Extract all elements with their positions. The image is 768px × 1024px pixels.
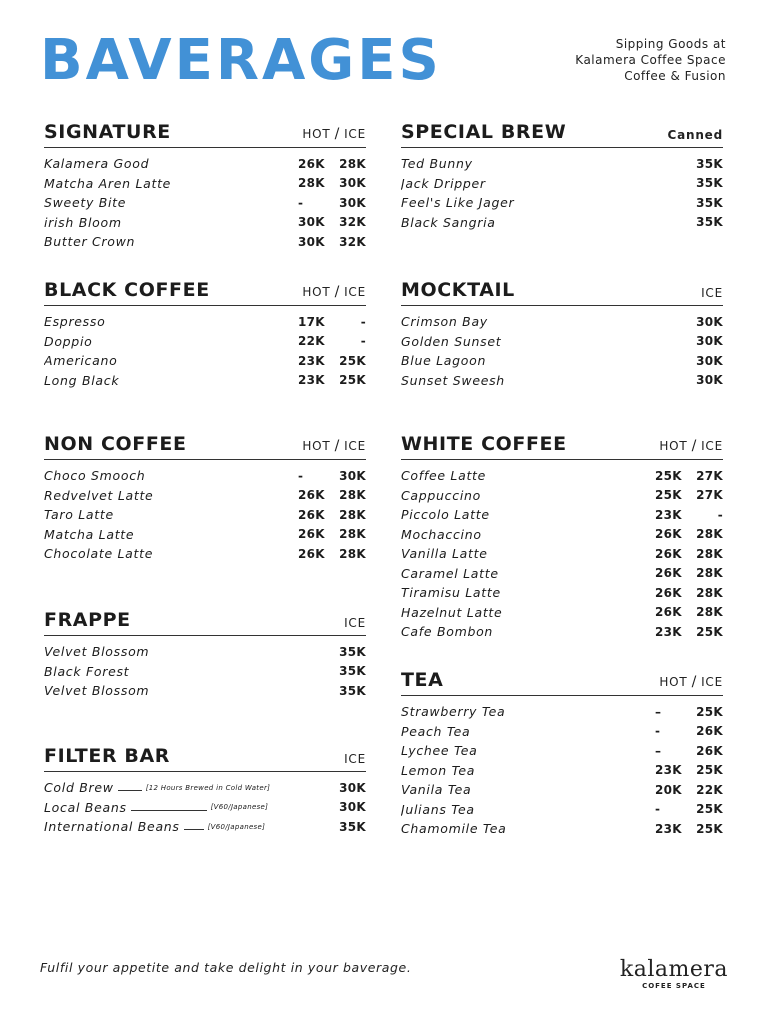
menu-item (401, 312, 723, 332)
section-header (44, 277, 366, 306)
tagline-line: Coffee & Fusion (624, 69, 726, 83)
footer-slogan: Fulfil your appetite and take delight in your baverage. (40, 960, 412, 975)
item-name: Vanila Tea (401, 782, 472, 798)
menu-item (401, 603, 723, 623)
column-labels (659, 674, 723, 691)
item-name: Butter Crown (44, 234, 136, 250)
ice-price: 25K (696, 704, 723, 719)
section-black-coffee (44, 277, 366, 390)
ice-price: 30K (339, 780, 366, 795)
ice-label: ICE (344, 127, 366, 141)
label-separator: / (334, 126, 341, 142)
section-white-coffee (401, 431, 723, 642)
menu-item (44, 642, 366, 662)
menu-item (401, 819, 723, 839)
item-list (401, 312, 723, 390)
hot-price: 17K (298, 314, 325, 329)
menu-item (44, 371, 366, 391)
section-title: MOCKTAIL (401, 279, 515, 301)
hot-label: HOT (659, 439, 688, 453)
ice-price: 32K (339, 215, 366, 230)
hot-price: - (298, 195, 304, 210)
hot-price: – (655, 743, 662, 758)
item-name-with-note (44, 819, 296, 834)
ice-price: 27K (696, 468, 723, 483)
hot-price: - (655, 802, 661, 817)
ice-price: 35K (339, 644, 366, 659)
menu-item (401, 213, 723, 233)
item-name: Coffee Latte (401, 468, 487, 484)
hot-price: – (655, 704, 662, 719)
section-title: NON COFFEE (44, 433, 187, 455)
item-name: Redvelvet Latte (44, 487, 154, 503)
item-name: Julians Tea (401, 801, 475, 817)
leader-line (131, 810, 207, 811)
menu-item (44, 193, 366, 213)
column-label: Canned (667, 128, 723, 142)
hot-price: 26K (298, 488, 325, 503)
item-name-with-note (44, 780, 296, 795)
menu-item (44, 662, 366, 682)
hot-price: 26K (298, 527, 325, 542)
hot-price: - (298, 468, 304, 483)
item-name: Cappuccino (401, 487, 481, 503)
hot-label: HOT (302, 285, 331, 299)
menu-item (401, 193, 723, 213)
price: 35K (696, 176, 723, 191)
item-name: Piccolo Latte (401, 507, 490, 523)
section-title: FRAPPE (44, 609, 131, 631)
item-name: Peach Tea (401, 723, 471, 739)
menu-item (401, 702, 723, 722)
menu-item (44, 312, 366, 332)
menu-item (44, 778, 366, 798)
hot-label: HOT (302, 439, 331, 453)
item-name: Espresso (44, 314, 106, 330)
hot-price: 30K (298, 234, 325, 249)
ice-price: 35K (339, 819, 366, 834)
item-name: Ted Bunny (401, 156, 473, 172)
leader-line (184, 829, 204, 830)
ice-price: 28K (696, 546, 723, 561)
ice-price: 28K (339, 507, 366, 522)
ice-price: 32K (339, 234, 366, 249)
section-mocktail (401, 277, 723, 390)
price: 35K (696, 156, 723, 171)
item-name: Crimson Bay (401, 314, 488, 330)
item-name: Cold Brew (44, 780, 114, 796)
ice-price: 25K (339, 373, 366, 388)
item-name: Strawberry Tea (401, 704, 506, 720)
ice-price: 30K (339, 800, 366, 815)
menu-item (401, 544, 723, 564)
ice-price: 35K (339, 683, 366, 698)
section-filter-bar (44, 743, 366, 837)
ice-price: - (360, 314, 366, 329)
label-separator: / (691, 674, 698, 690)
menu-item (401, 505, 723, 525)
item-name: Velvet Blossom (44, 644, 150, 660)
item-note: [12 Hours Brewed in Cold Water] (145, 783, 271, 792)
menu-item (401, 722, 723, 742)
item-name: Chamomile Tea (401, 821, 507, 837)
item-name: Cafe Bombon (401, 624, 494, 640)
ice-price: 25K (696, 624, 723, 639)
hot-price: 26K (298, 156, 325, 171)
item-name: Doppio (44, 333, 93, 349)
menu-item (44, 486, 366, 506)
ice-label: ICE (344, 439, 366, 453)
section-special-brew (401, 119, 723, 232)
label-separator: / (691, 438, 698, 454)
section-header (401, 667, 723, 696)
section-tea (401, 667, 723, 839)
item-list (44, 642, 366, 701)
ice-label: ICE (701, 675, 723, 689)
section-signature (44, 119, 366, 252)
ice-price: 30K (696, 314, 723, 329)
ice-price: 25K (696, 763, 723, 778)
item-name: irish Bloom (44, 214, 122, 230)
item-name-with-note (44, 800, 296, 815)
ice-price: 22K (696, 782, 723, 797)
column-label: ICE (344, 752, 366, 766)
hot-price: 26K (655, 605, 682, 620)
item-name: Golden Sunset (401, 333, 502, 349)
item-name: Americano (44, 353, 118, 369)
hot-price: 22K (298, 334, 325, 349)
ice-price: 28K (339, 546, 366, 561)
hot-label: HOT (302, 127, 331, 141)
menu-item (44, 817, 366, 837)
hot-price: 30K (298, 215, 325, 230)
ice-price: 28K (339, 488, 366, 503)
ice-price: 27K (696, 488, 723, 503)
menu-item (401, 564, 723, 584)
item-list (44, 312, 366, 390)
label-separator: / (334, 438, 341, 454)
item-list (401, 154, 723, 232)
ice-price: 30K (696, 373, 723, 388)
hot-price: 20K (655, 782, 682, 797)
menu-item (401, 351, 723, 371)
menu-item (44, 681, 366, 701)
column-labels (302, 284, 366, 301)
menu-item (44, 332, 366, 352)
column-labels (302, 438, 366, 455)
item-name: International Beans (44, 819, 180, 835)
menu-item (44, 351, 366, 371)
menu-item (44, 544, 366, 564)
item-list (44, 466, 366, 564)
item-name: Kalamera Good (44, 156, 150, 172)
section-title: BLACK COFFEE (44, 279, 210, 301)
hot-price: 23K (298, 353, 325, 368)
hot-price: 23K (655, 821, 682, 836)
ice-price: 28K (696, 605, 723, 620)
ice-price: 25K (339, 353, 366, 368)
column-labels (659, 438, 723, 455)
menu-item (44, 174, 366, 194)
item-name: Feel's Like Jager (401, 195, 515, 211)
hot-price: 26K (298, 546, 325, 561)
logo-wordmark: kalamera (619, 957, 728, 982)
hot-price: 26K (298, 507, 325, 522)
menu-item (44, 525, 366, 545)
hot-price: 25K (655, 488, 682, 503)
menu-item (401, 622, 723, 642)
item-name: Jack Dripper (401, 175, 486, 191)
column-label: ICE (344, 616, 366, 630)
menu-item (401, 780, 723, 800)
item-name: Blue Lagoon (401, 353, 487, 369)
item-name: Long Black (44, 372, 120, 388)
menu-item (401, 741, 723, 761)
hot-price: - (655, 724, 661, 739)
ice-price: 26K (696, 724, 723, 739)
section-title: SIGNATURE (44, 121, 171, 143)
hot-price: 23K (298, 373, 325, 388)
column-label: ICE (701, 286, 723, 300)
section-title: FILTER BAR (44, 745, 171, 767)
menu-item (401, 174, 723, 194)
item-name: Lemon Tea (401, 762, 476, 778)
menu-item (401, 332, 723, 352)
section-non-coffee (44, 431, 366, 564)
section-header (401, 119, 723, 148)
item-name: Local Beans (44, 799, 127, 815)
hot-price: 26K (655, 585, 682, 600)
menu-item (401, 800, 723, 820)
item-name: Chocolate Latte (44, 546, 154, 562)
section-header (44, 431, 366, 460)
brand-logo (620, 958, 728, 990)
item-name: Tiramisu Latte (401, 585, 501, 601)
menu-item (401, 154, 723, 174)
section-title: SPECIAL BREW (401, 121, 567, 143)
ice-price: - (360, 334, 366, 349)
item-name: Black Sangria (401, 214, 496, 230)
menu-item (44, 798, 366, 818)
menu-item (44, 466, 366, 486)
menu-item (44, 154, 366, 174)
ice-price: 30K (339, 468, 366, 483)
ice-price: 28K (696, 566, 723, 581)
ice-price: 25K (696, 802, 723, 817)
section-header (401, 431, 723, 460)
menu-item (401, 466, 723, 486)
menu-item (401, 583, 723, 603)
menu-item (44, 232, 366, 252)
label-separator: / (334, 284, 341, 300)
ice-price: 30K (696, 334, 723, 349)
item-name: Black Forest (44, 663, 130, 679)
hot-price: 26K (655, 566, 682, 581)
tagline (575, 36, 726, 84)
ice-price: 26K (696, 743, 723, 758)
ice-price: - (717, 507, 723, 522)
hot-price: 26K (655, 546, 682, 561)
ice-price: 28K (696, 527, 723, 542)
ice-price: 28K (339, 156, 366, 171)
item-name: Lychee Tea (401, 743, 478, 759)
item-name: Taro Latte (44, 507, 114, 523)
item-name: Sweety Bite (44, 195, 127, 211)
section-header (44, 119, 366, 148)
section-header (44, 743, 366, 772)
item-list (401, 702, 723, 839)
item-note: [V60/Japanese] (207, 822, 266, 831)
section-title: WHITE COFFEE (401, 433, 567, 455)
column-labels (302, 126, 366, 143)
item-name: Hazelnut Latte (401, 604, 503, 620)
item-note: [V60/Japanese] (210, 803, 269, 812)
menu-item (401, 371, 723, 391)
price: 35K (696, 215, 723, 230)
hot-price: 23K (655, 763, 682, 778)
leader-line (118, 790, 142, 791)
ice-price: 30K (696, 353, 723, 368)
item-name: Choco Smooch (44, 468, 146, 484)
item-name: Sunset Sweesh (401, 372, 505, 388)
logo-subtitle: COFEE SPACE (642, 982, 706, 990)
section-frappe (44, 607, 366, 701)
ice-price: 28K (696, 585, 723, 600)
item-list (44, 154, 366, 252)
tagline-line: Sipping Goods at (615, 37, 726, 51)
item-name: Caramel Latte (401, 565, 499, 581)
menu-item (401, 525, 723, 545)
ice-label: ICE (701, 439, 723, 453)
section-header (44, 607, 366, 636)
item-name: Vanilla Latte (401, 546, 488, 562)
tagline-line: Kalamera Coffee Space (575, 53, 726, 67)
menu-item (401, 486, 723, 506)
menu-item (44, 505, 366, 525)
hot-price: 26K (655, 527, 682, 542)
menu-item (401, 761, 723, 781)
hot-price: 23K (655, 507, 682, 522)
hot-price: 23K (655, 624, 682, 639)
item-list (401, 466, 723, 642)
item-name: Matcha Latte (44, 526, 135, 542)
ice-price: 30K (339, 195, 366, 210)
item-name: Velvet Blossom (44, 683, 150, 699)
ice-price: 28K (339, 527, 366, 542)
item-list (44, 778, 366, 837)
hot-price: 28K (298, 176, 325, 191)
ice-price: 35K (339, 664, 366, 679)
ice-label: ICE (344, 285, 366, 299)
section-title: TEA (401, 669, 444, 691)
hot-price: 25K (655, 468, 682, 483)
hot-label: HOT (659, 675, 688, 689)
price: 35K (696, 195, 723, 210)
ice-price: 30K (339, 176, 366, 191)
ice-price: 25K (696, 821, 723, 836)
item-name: Matcha Aren Latte (44, 175, 172, 191)
item-name: Mochaccino (401, 526, 482, 542)
menu-item (44, 213, 366, 233)
section-header (401, 277, 723, 306)
page-title: BAVERAGES (40, 28, 442, 93)
